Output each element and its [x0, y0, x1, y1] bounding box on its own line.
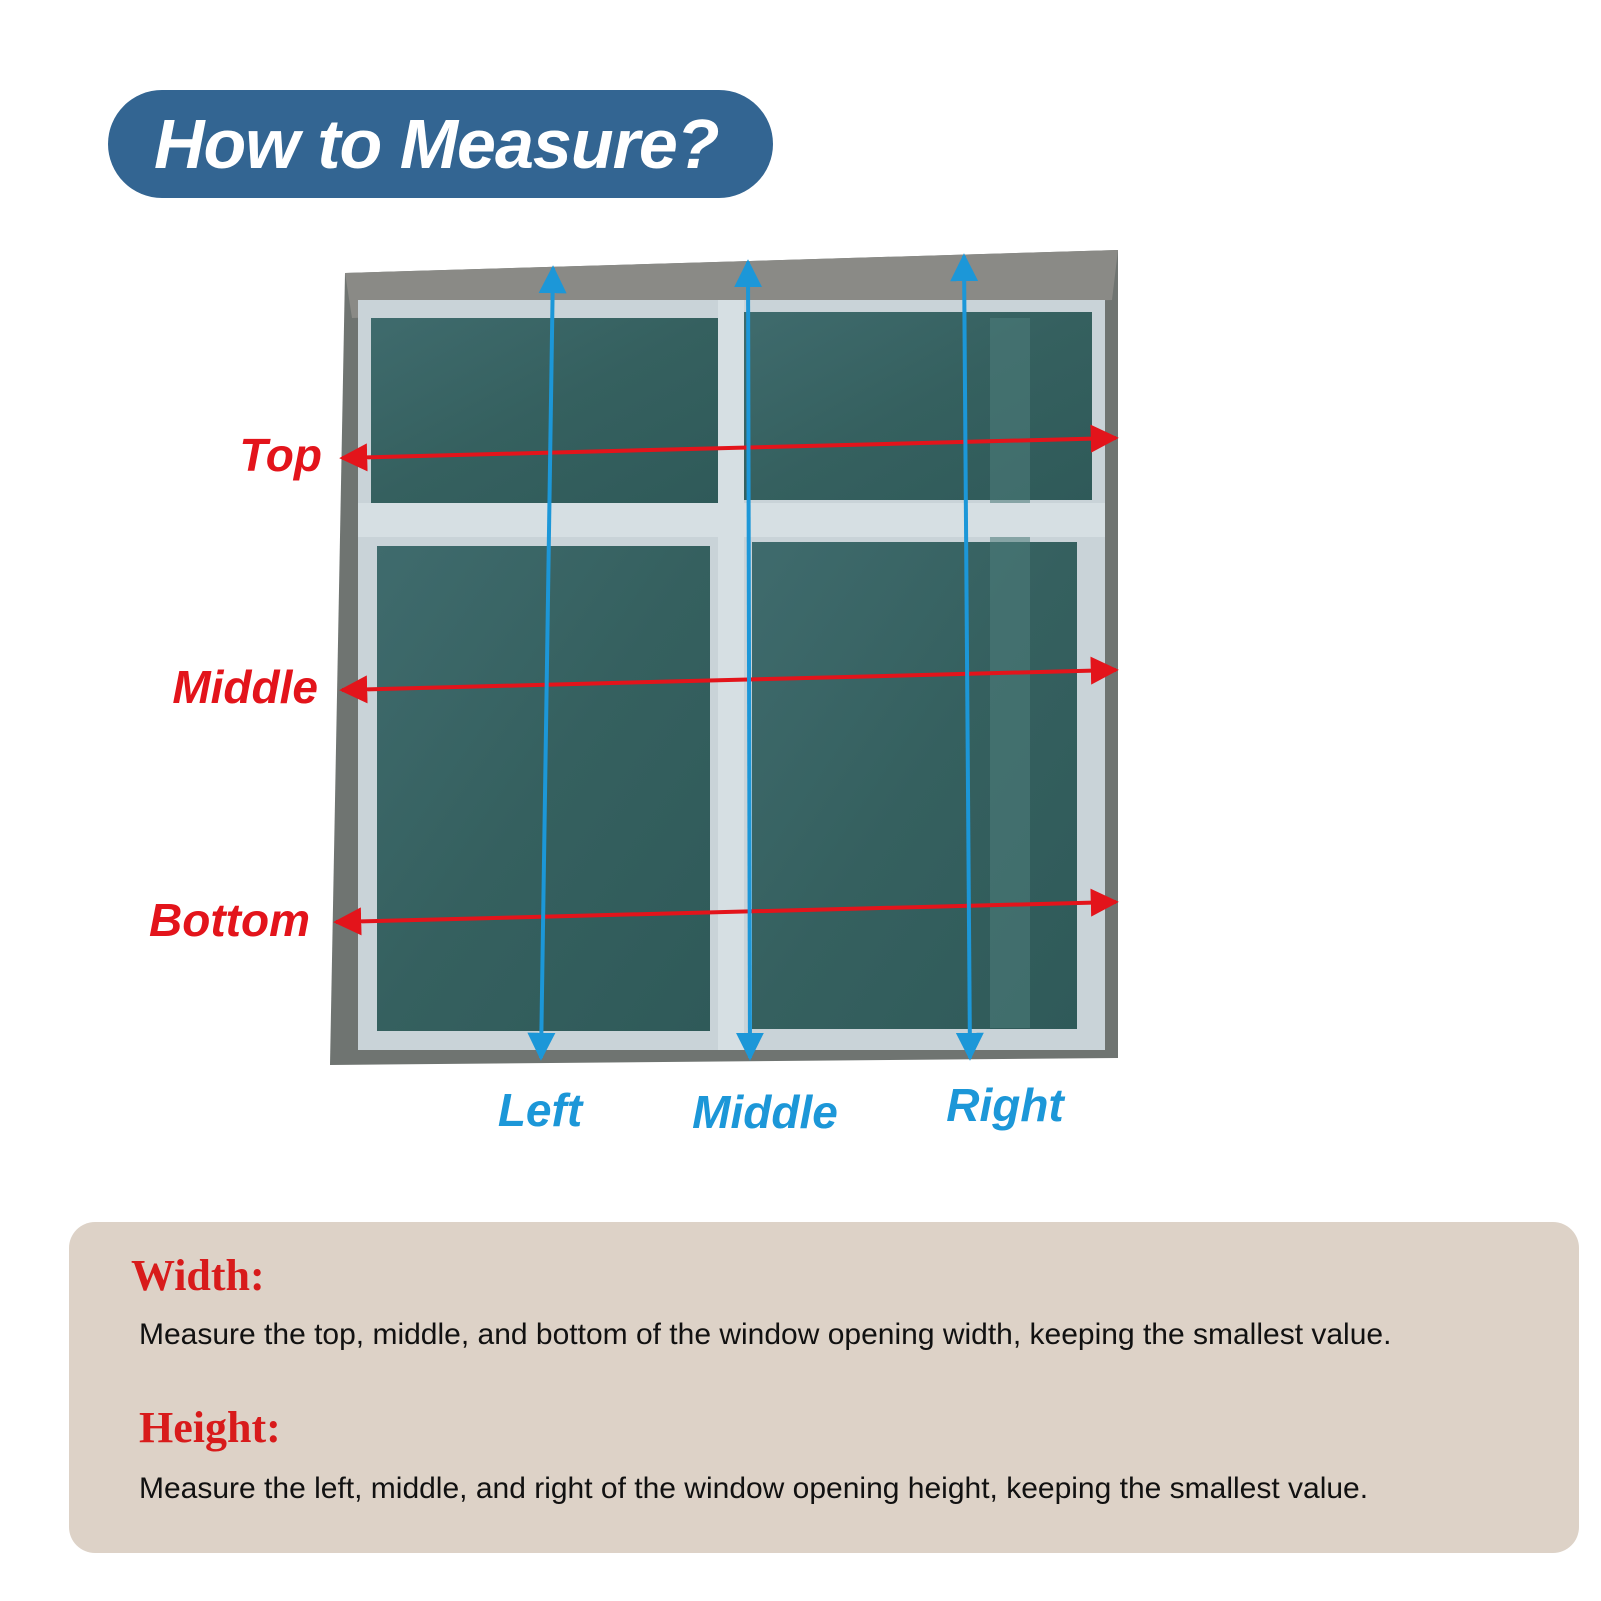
label-left: Left — [497, 1084, 583, 1136]
label-right: Right — [946, 1079, 1064, 1131]
height-arrow-middle — [748, 262, 750, 1058]
transom — [358, 503, 1105, 537]
center-mullion — [718, 300, 744, 1050]
page-title: How to Measure? — [154, 105, 719, 183]
width-instruction: Measure the top, middle, and bottom of the window opening width, keeping the smallest value. — [139, 1318, 1392, 1351]
instructions-panel — [69, 1222, 1579, 1553]
height-heading: Height: — [139, 1403, 281, 1452]
glass-pane-top-left — [371, 318, 718, 503]
height-instruction: Measure the left, middle, and right of the window opening height, keeping the smallest value. — [139, 1472, 1369, 1505]
window-photo — [330, 250, 1118, 1065]
label-middle-height: Middle — [692, 1086, 838, 1138]
width-heading: Width: — [131, 1251, 265, 1300]
label-bottom: Bottom — [149, 894, 310, 946]
glass-pane-top-right — [744, 312, 1092, 500]
label-top: Top — [239, 429, 322, 481]
label-middle-width: Middle — [172, 661, 318, 713]
